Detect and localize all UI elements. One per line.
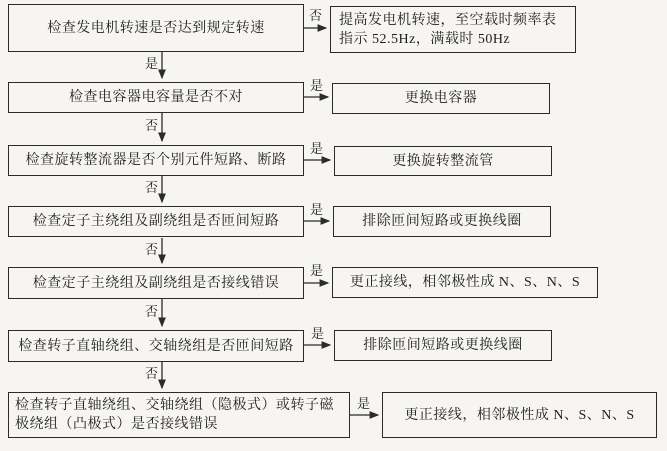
check-box-rotor-short: 检查转子直轴绕组、交轴绕组是否匝间短路 bbox=[8, 330, 304, 362]
branch-label-yes: 是 bbox=[357, 396, 371, 411]
down-label-no: 否 bbox=[145, 118, 159, 133]
check-box-stator-wiring: 检查定子主绕组及副绕组是否接线错误 bbox=[8, 267, 304, 299]
action-box-correct-wiring-1: 更正接线，相邻极性成 N、S、N、S bbox=[332, 267, 598, 298]
action-box-raise-speed: 提高发电机转速，至空载时频率表指示 52.5Hz，满载时 50Hz bbox=[330, 6, 576, 53]
branch-label-yes: 是 bbox=[310, 263, 324, 278]
action-box-fix-short-2: 排除匝间短路或更换线圈 bbox=[334, 330, 552, 361]
down-label-no: 否 bbox=[145, 366, 159, 381]
down-label-no: 否 bbox=[145, 304, 159, 319]
check-box-generator-speed: 检查发电机转速是否达到规定转速 bbox=[8, 4, 304, 52]
branch-label-no: 否 bbox=[309, 8, 323, 23]
action-box-replace-rectifier: 更换旋转整流管 bbox=[334, 146, 552, 176]
check-box-rectifier: 检查旋转整流器是否个别元件短路、断路 bbox=[8, 145, 304, 176]
branch-label-yes: 是 bbox=[310, 202, 324, 217]
action-box-correct-wiring-2: 更正接线，相邻极性成 N、S、N、S bbox=[382, 392, 657, 438]
check-box-capacitor: 检查电容器电容量是否不对 bbox=[8, 82, 304, 113]
down-label-yes: 是 bbox=[145, 56, 159, 71]
branch-label-yes: 是 bbox=[310, 141, 324, 156]
action-box-fix-short-1: 排除匝间短路或更换线圈 bbox=[333, 206, 551, 237]
action-box-replace-capacitor: 更换电容器 bbox=[332, 83, 550, 114]
check-box-rotor-wiring: 检查转子直轴绕组、交轴绕组（隐极式）或转子磁极绕组（凸极式）是否接线错误 bbox=[8, 392, 350, 438]
branch-label-yes: 是 bbox=[310, 78, 324, 93]
down-label-no: 否 bbox=[145, 242, 159, 257]
down-label-no: 否 bbox=[145, 180, 159, 195]
check-box-stator-short: 检查定子主绕组及副绕组是否匝间短路 bbox=[8, 206, 304, 237]
branch-label-yes: 是 bbox=[311, 326, 325, 341]
